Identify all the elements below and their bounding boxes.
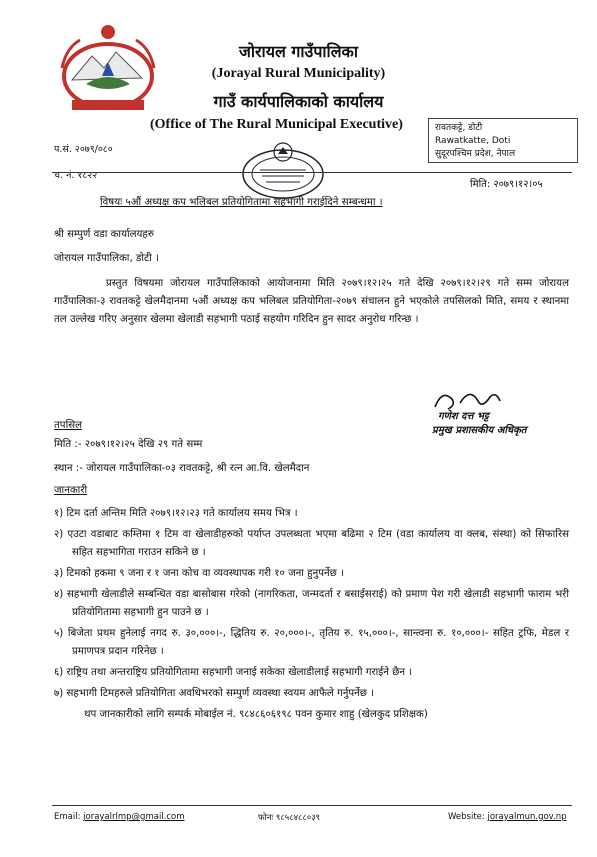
footer-email <box>54 812 185 822</box>
fiscal-year: प.सं. २०७९/०८० <box>54 144 113 155</box>
list-item: ७) सहभागी टिमहरुले प्रतियोगिता अवधिभरको सम्पुर्ण व्यवस्था स्वयम आफैले गर्नुपर्नेछ । <box>54 688 375 699</box>
municipality-name-np: जोरायल गाउँपालिका <box>239 42 358 61</box>
list-item: ६) राष्ट्रिय तथा अन्तराष्ट्रिय प्रतियोगितामा सहभागी जनाई सकेका खेलाडीलाई सहभागी गराईने छैन । <box>54 667 413 678</box>
list-item: १) टिम दर्ता अन्तिम मिति २०७९।१२।२३ गते कार्यालय समय भित्र । <box>54 508 298 519</box>
address-box <box>428 118 578 163</box>
office-name-en: (Office of The Rural Municipal Executive) <box>150 117 403 132</box>
signatory-name: गणेश दत्त भट्ट <box>438 411 489 422</box>
letter-date: मिति: २०७९।१२।०५ <box>470 179 543 190</box>
details-heading: तपसिल <box>54 420 83 431</box>
footer-website <box>448 812 567 822</box>
footer-phone: फोनः ९८५८४८८०३९ <box>258 813 321 823</box>
address-line: Rawatkatte, Doti <box>435 136 511 146</box>
list-item: ४) सहभागी खेलाडीले सम्बन्धित वडा बासोबास गरेको (नागरिकता, जन्मदर्ता र बसाईसराई) को प्रमाण पेश गरी खेलाडी सहभागी फाराम भरी प्रतियोगितामा सहभागी हुन पाउने छ । <box>54 589 569 618</box>
address-line: सुदूरपश्चिम प्रदेश, नेपाल <box>435 149 516 159</box>
website-link[interactable]: jorayalmun.gov.np <box>487 812 567 822</box>
details-date: मिति :- २०७९।१२।२५ देखि २९ गते सम्म <box>54 439 203 450</box>
footer-divider <box>52 805 572 806</box>
info-list <box>54 505 569 727</box>
divider <box>52 172 572 173</box>
website-label: Website: <box>448 812 485 822</box>
list-item: ५) बिजेता प्रथम हुनेलाई नगद रु. ३०,०००।-, द्धितिय रु. २०,०००।-, तृतिय रु. १५,०००।-, सान्त्वना रु. १०,०००।- सहित ट्रफि, मेडल र प्रमाणपत्र प्रदान गरिनेछ । <box>54 628 569 657</box>
info-heading: जानकारी <box>54 485 88 496</box>
dispatch-number: च. नं. १८२२ <box>54 170 98 181</box>
email-label: Email: <box>54 812 81 822</box>
recipient-line-2: जोरायल गाउँपालिका, डोटी । <box>54 253 159 264</box>
recipient-line-1: श्री सम्पुर्ण वडा कार्यालयहरु <box>54 229 154 240</box>
office-stamp-icon <box>238 140 328 202</box>
letter-subject: विषयः ५औं अध्यक्ष कप भलिबल प्रतियोगितामा सहभागी गराईदिने सम्बन्धमा । <box>100 197 383 208</box>
address-line: रावतकट्टे, डोटी <box>435 123 483 133</box>
contact-info: थप जानकारीको लागि सम्पर्क मोबाईल नं. ९८४८६०६१९८ पवन कुमार शाहु (खेलकुद प्रशिक्षक) <box>84 709 428 720</box>
list-item: ३) टिमको हकमा ९ जना र १ जना कोच वा व्यवस्थापक गरी १० जना हुनुपर्नेछ । <box>54 568 344 579</box>
email-link[interactable]: jorayalrlmp@gmail.com <box>83 812 185 822</box>
office-name-np: गाउँ कार्यपालिकाको कार्यालय <box>213 92 384 111</box>
signatory-title: प्रमुख प्रशासकीय अधिकृत <box>432 425 527 436</box>
municipality-name-en: (Jorayal Rural Municipality) <box>211 66 386 81</box>
list-item: २) एउटा वडाबाट कम्तिमा १ टिम वा खेलाडीहरुको पर्याप्त उपलब्धता भएमा बढिमा २ टिम (वडा कार्यालय वा क्लब, संस्था) को सिफारिस सहित सहभागिता गराउन सकिने छ । <box>54 529 569 558</box>
letter-body: प्रस्तुत विषयमा जोरायल गाउँपालिकाको आयोजनामा मिति २०७९।१२।२५ गते देखि २०७९।१२।२९ गते सम्म जोरायल गाउँपालिका-३ रावतकट्टे खेलमैदानमा ५औं अध्यक्ष कप भलिबल प्रतियोगिता-२०७९ संचालन हुने भएकोले तपसिलको मिति, समय र स्थानमा तल उल्लेख गरिए अनुसार खेलमा खेलाडी सहभागी पठाई सहयोग गरिदिन हुन सादर अनुरोध गरिन्छ । <box>54 278 569 325</box>
details-place: स्थान :- जोरायल गाउँपालिका-०३ रावतकट्टे, श्री रत्न आ.वि. खेलमैदान <box>54 463 310 474</box>
